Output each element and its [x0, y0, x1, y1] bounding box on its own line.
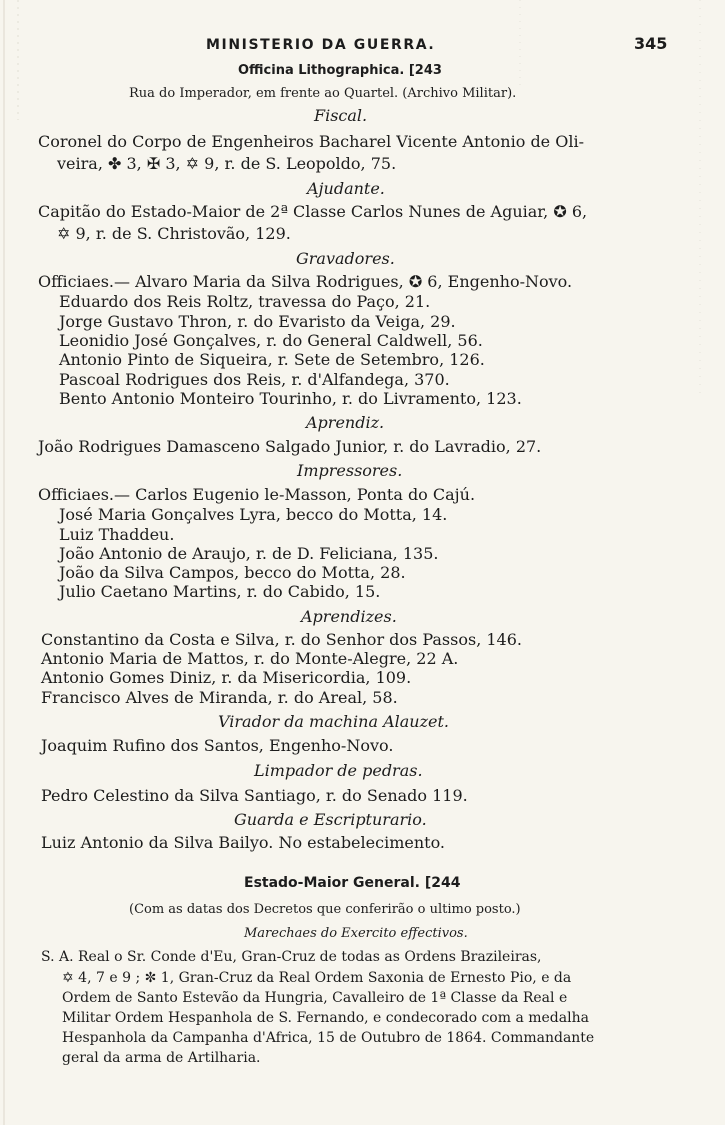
entry-line: Militar Ordem Hespanhola de S. Fernando, e condecorado com a medalha — [62, 1010, 589, 1026]
entry-line: Pedro Celestino da Silva Santiago, r. do Senado 119. — [41, 786, 468, 805]
role-heading: Aprendizes. — [301, 607, 397, 626]
office-address: Rua do Imperador, em frente ao Quartel. (Archivo Militar). — [129, 86, 517, 101]
entry-line: Constantino da Costa e Silva, r. do Senhor dos Passos, 146. — [41, 630, 522, 649]
entry-line: Capitão do Estado-Maior de 2ª Classe Carlos Nunes de Aguiar, ✪ 6, — [38, 202, 588, 221]
entry-line: Hespanhola da Campanha d'Africa, 15 de Outubro de 1864. Commandante — [62, 1030, 595, 1046]
role-heading: Aprendiz. — [306, 413, 385, 432]
entry-line: Luiz Thaddeu. — [59, 525, 175, 544]
entry-line: Ordem de Santo Estevão da Hungria, Cavalleiro de 1ª Classe da Real e — [62, 990, 568, 1006]
office-heading: Officina Lithographica. [243 — [238, 63, 442, 78]
entry-line: ✡ 4, 7 e 9 ; ✼ 1, Gran-Cruz da Real Ordem Saxonia de Ernesto Pio, e da — [62, 970, 572, 986]
entry-line: Bento Antonio Monteiro Tourinho, r. do Livramento, 123. — [59, 389, 522, 408]
entry-line: Antonio Pinto de Siqueira, r. Sete de Setembro, 126. — [59, 350, 485, 369]
entry-line: Officiaes.— Alvaro Maria da Silva Rodrigues, ✪ 6, Engenho-Novo. — [38, 272, 573, 291]
role-heading: Ajudante. — [307, 179, 385, 198]
entry-line: Antonio Gomes Diniz, r. da Misericordia, 109. — [41, 668, 412, 687]
entry-line: Joaquim Rufino dos Santos, Engenho-Novo. — [41, 736, 394, 755]
entry-line: Julio Caetano Martins, r. do Cabido, 15. — [59, 582, 381, 601]
role-heading: Impressores. — [297, 461, 403, 480]
entry-line: Francisco Alves de Miranda, r. do Areal, 58. — [41, 688, 398, 707]
entry-line: Pascoal Rodrigues dos Reis, r. d'Alfandega, 370. — [59, 370, 450, 389]
entry-line: Antonio Maria de Mattos, r. do Monte-Alegre, 22 A. — [41, 649, 459, 668]
section-title: Estado-Maior General. [244 — [244, 875, 461, 891]
entry-line: Luiz Antonio da Silva Bailyo. No estabelecimento. — [41, 833, 445, 852]
role-heading: Virador da machina Alauzet. — [218, 712, 450, 731]
entry-line: Leonidio José Gonçalves, r. do General Caldwell, 56. — [59, 331, 483, 350]
section-note: (Com as datas dos Decretos que conferirão o ultimo posto.) — [129, 902, 521, 917]
entry-line: veira, ✤ 3, ✠ 3, ✡ 9, r. de S. Leopoldo, 75. — [57, 154, 397, 173]
entry-line: geral da arma de Artilharia. — [62, 1050, 261, 1066]
section-subtitle: Marechaes do Exercito effectivos. — [244, 926, 468, 941]
entry-line: Eduardo dos Reis Roltz, travessa do Paço, 21. — [59, 292, 431, 311]
entry-line: João Rodrigues Damasceno Salgado Junior, r. do Lavradio, 27. — [38, 437, 542, 456]
role-heading: Gravadores. — [296, 249, 395, 268]
role-heading: Fiscal. — [314, 106, 368, 125]
role-heading: Guarda e Escripturario. — [234, 810, 427, 829]
entry-line: Jorge Gustavo Thron, r. do Evaristo da Veiga, 29. — [59, 312, 456, 331]
entry-line: João da Silva Campos, becco do Motta, 28. — [59, 563, 406, 582]
ministry-title: MINISTERIO DA GUERRA. — [206, 37, 436, 53]
entry-line: S. A. Real o Sr. Conde d'Eu, Gran-Cruz de todas as Ordens Brazileiras, — [41, 949, 542, 965]
entry-line: ✡ 9, r. de S. Christovão, 129. — [57, 224, 291, 243]
entry-line: Officiaes.— Carlos Eugenio le-Masson, Ponta do Cajú. — [38, 485, 476, 504]
entry-line: José Maria Gonçalves Lyra, becco do Motta, 14. — [59, 505, 448, 524]
role-heading: Limpador de pedras. — [254, 761, 423, 780]
page-number: 345 — [634, 34, 668, 53]
entry-line: João Antonio de Araujo, r. de D. Feliciana, 135. — [59, 544, 439, 563]
entry-line: Coronel do Corpo de Engenheiros Bacharel Vicente Antonio de Oli- — [38, 132, 584, 151]
